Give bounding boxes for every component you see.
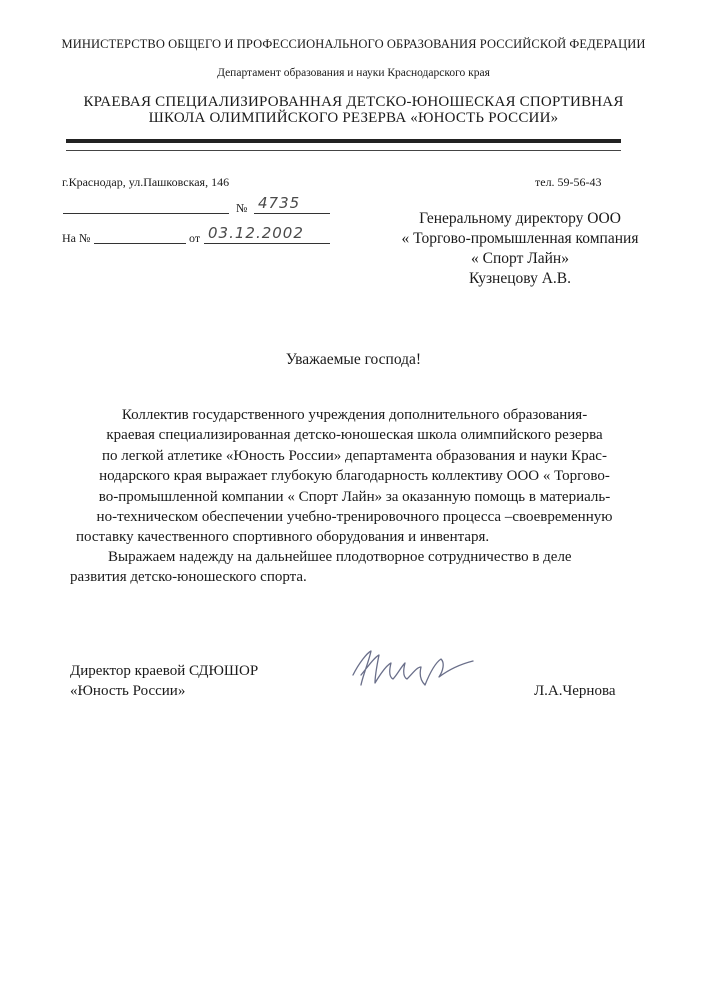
date-field-line (204, 243, 330, 244)
from-label: от (189, 231, 201, 245)
body-line: поставку качественного спортивного оборудования и инвентаря. (76, 529, 490, 546)
handwritten-signature (345, 645, 485, 695)
body-paragraph-2 (62, 547, 647, 588)
body-line: краевая специализированная детско-юношеская школа олимпийского резерва (106, 427, 603, 444)
addressee-line3: « Спорт Лайн» (471, 250, 569, 267)
addressee-line1: Генеральному директору ООО (419, 210, 621, 227)
school-name-line1: КРАЕВАЯ СПЕЦИАЛИЗИРОВАННАЯ ДЕТСКО-ЮНОШЕСКАЯ СПОРТИВНАЯ (83, 94, 624, 110)
body-line: но-техническом обеспечении учебно-тренировочного процесса –своевременную (96, 509, 613, 526)
body-paragraph-1 (62, 405, 647, 548)
reply-to-label: На № (62, 231, 91, 245)
addressee-line4: Кузнецову А.В. (469, 270, 571, 287)
handwritten-number: 4735 (258, 194, 301, 212)
signatory-name: Л.А.Чернова (534, 683, 616, 699)
signatory-title-line1: Директор краевой СДЮШОР (70, 663, 259, 679)
signatory-title-line2: «Юность России» (70, 683, 186, 699)
outgoing-blank-line (63, 213, 229, 214)
ministry-heading: МИНИСТЕРСТВО ОБЩЕГО И ПРОФЕССИОНАЛЬНОГО ОБРАЗОВАНИЯ РОССИЙСКОЙ ФЕДЕРАЦИИ (61, 37, 646, 51)
department-heading: Департамент образования и науки Краснодарского края (217, 67, 490, 79)
body-line: нодарского края выражает глубокую благодарность коллективу ООО « Торгово- (99, 468, 610, 485)
number-sign: № (236, 201, 248, 215)
body-line: развития детско-юношеского спорта. (70, 569, 307, 586)
school-name-line2: ШКОЛА ОЛИМПИЙСКОГО РЕЗЕРВА «ЮНОСТЬ РОССИИ» (148, 110, 559, 126)
handwritten-date: 03.12.2002 (208, 224, 304, 242)
header-divider-thin (66, 150, 621, 151)
body-line: Коллектив государственного учреждения дополнительного образования- (121, 407, 588, 423)
number-field-line (254, 213, 330, 214)
body-line: во-промышленной компании « Спорт Лайн» за оказанную помощь в материаль- (98, 488, 611, 505)
body-line: Выражаем надежду на дальнейшее плодотворное сотрудничество в деле (108, 549, 572, 565)
addressee-line2: « Торгово-промышленная компания (401, 230, 639, 247)
sender-address: г.Краснодар, ул.Пашковская, 146 (62, 175, 230, 189)
reply-number-line (94, 243, 186, 244)
header-divider-thick (66, 139, 621, 143)
greeting: Уважаемые господа! (285, 351, 422, 368)
sender-phone: тел. 59-56-43 (535, 175, 602, 189)
body-line: по легкой атлетике «Юность России» департамента образования и науки Крас- (102, 447, 607, 464)
